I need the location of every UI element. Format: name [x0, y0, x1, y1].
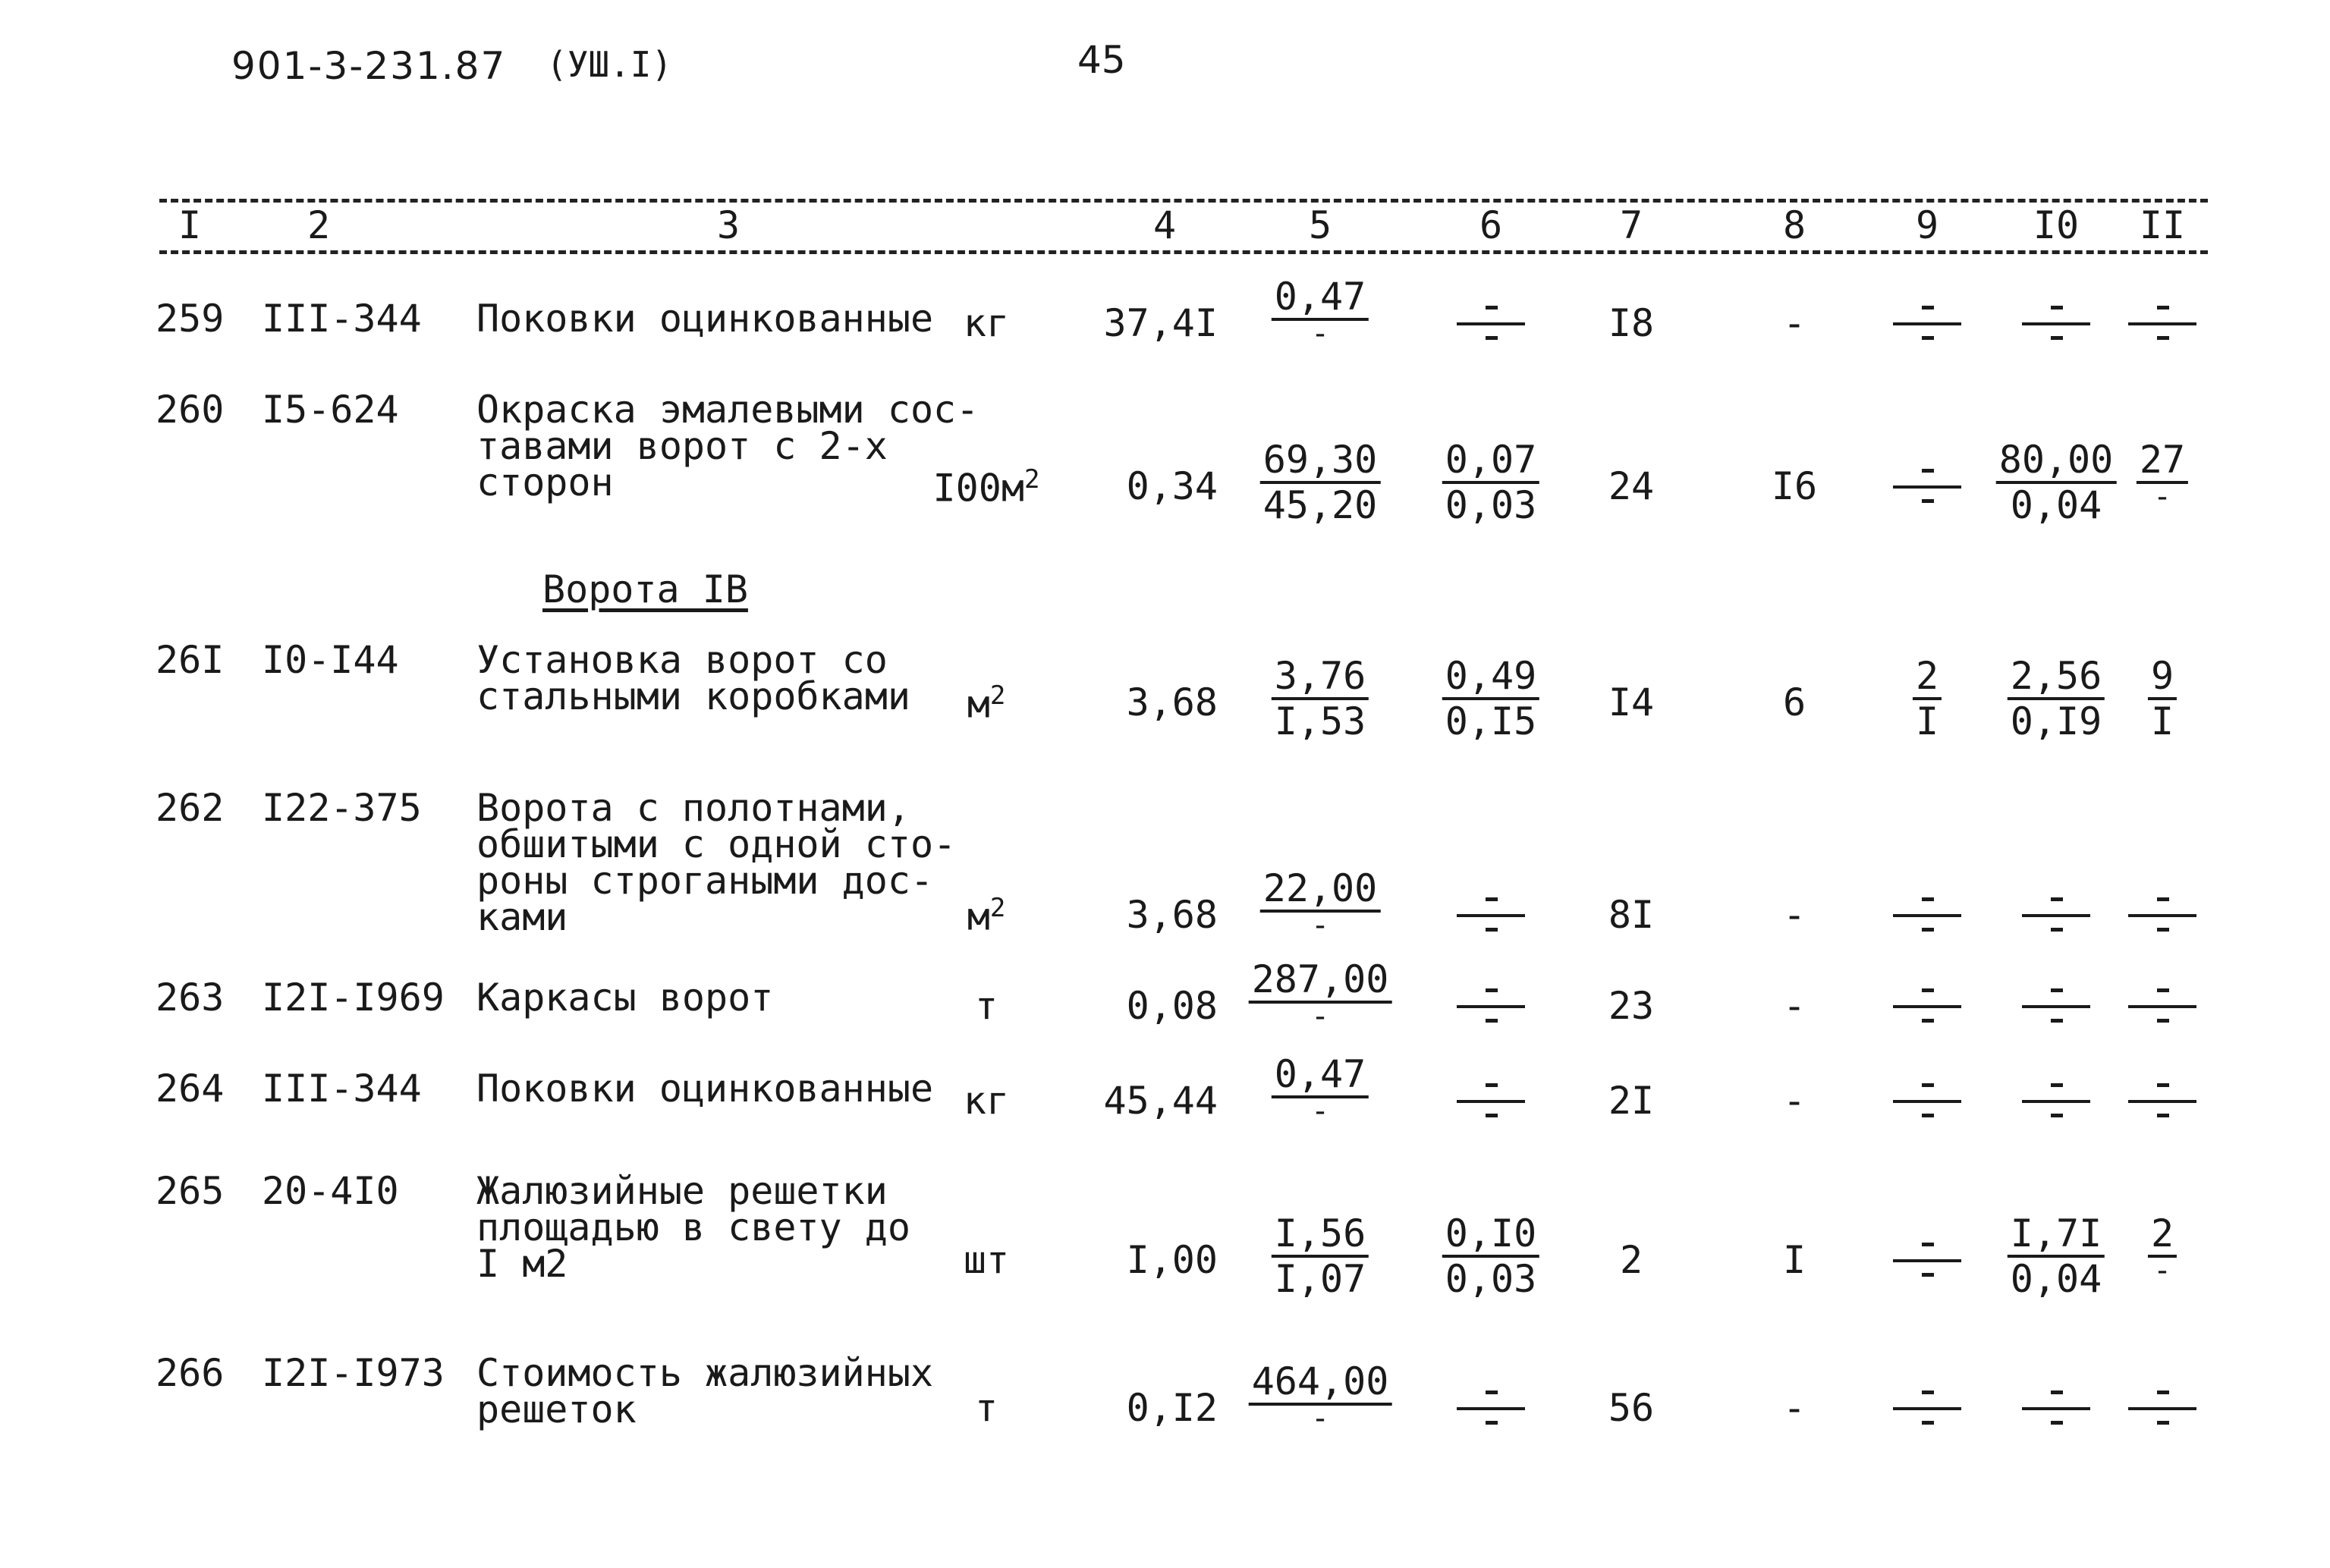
work-description: площадью в свету до	[476, 1205, 910, 1249]
work-description: стальными коробками	[476, 674, 910, 718]
numerator: 3,76	[1272, 655, 1369, 700]
denominator: 0,04	[2010, 483, 2102, 527]
fraction-value	[1996, 438, 2117, 526]
dash-mark	[1922, 1243, 1934, 1246]
work-description: Стоимость жалюзийных	[476, 1351, 934, 1395]
empty-fraction	[2128, 1384, 2196, 1430]
dash-mark	[2051, 1019, 2063, 1023]
rate-code: III-344	[262, 1067, 422, 1111]
dash-mark	[1486, 897, 1498, 901]
row-number: 265	[156, 1169, 225, 1213]
dash-mark	[2157, 897, 2169, 901]
quantity: 0,34	[1126, 464, 1218, 508]
dash-mark	[1486, 336, 1498, 340]
dash-mark	[2051, 306, 2063, 310]
unit-text: шт	[963, 1238, 1010, 1282]
numerator: 2	[2148, 1212, 2177, 1258]
quantity: 0,08	[1126, 984, 1218, 1028]
row-number: 260	[156, 388, 225, 432]
numerator: 464,00	[1249, 1360, 1392, 1406]
dash-mark	[2051, 897, 2063, 901]
fraction-line	[2128, 322, 2196, 325]
fraction-line	[1893, 1100, 1961, 1103]
denominator: -	[2152, 479, 2172, 514]
column-8-value: I6	[1771, 464, 1818, 508]
fraction-value	[1442, 655, 1539, 743]
column-7-value: 2I	[1608, 1079, 1655, 1123]
empty-fraction	[1457, 1077, 1525, 1123]
denominator: I,53	[1274, 699, 1366, 743]
row-number: 266	[156, 1351, 225, 1395]
work-description: тавами ворот с 2-х	[476, 424, 888, 468]
column-7-value: I8	[1608, 301, 1655, 345]
dash-mark	[1922, 499, 1934, 503]
denominator: I	[2150, 699, 2174, 743]
quantity: 37,4I	[1103, 301, 1218, 345]
dash-mark	[2051, 988, 2063, 992]
dash-mark	[1922, 336, 1934, 340]
dash-mark	[2157, 306, 2169, 310]
empty-fraction	[2022, 300, 2090, 345]
numerator: 0,47	[1272, 275, 1369, 321]
numerator: 0,49	[1442, 655, 1539, 700]
dash-mark	[2157, 336, 2169, 340]
dash-mark	[1922, 1390, 1934, 1394]
dash-mark	[2157, 1421, 2169, 1425]
unit-text: кг	[963, 301, 1010, 345]
row-number: 259	[156, 297, 225, 341]
column-8-value: -	[1782, 1079, 1806, 1123]
column-8-value: -	[1782, 893, 1806, 937]
fraction-value	[1249, 1359, 1392, 1436]
fraction-value	[1260, 866, 1381, 943]
denominator: I,07	[1274, 1257, 1366, 1301]
unit-exponent: 2	[1024, 464, 1040, 495]
empty-fraction	[1893, 982, 1961, 1028]
rate-code: I0-I44	[262, 638, 399, 682]
denominator: -	[1310, 908, 1330, 943]
column-8-value: -	[1782, 301, 1806, 345]
numerator: 2,56	[2008, 655, 2105, 700]
work-description: Поковки оцинкованные	[476, 297, 934, 341]
column-number: 7	[1619, 203, 1643, 247]
column-number: 9	[1915, 203, 1939, 247]
empty-fraction	[2128, 300, 2196, 345]
numerator: 9	[2148, 655, 2177, 700]
column-7-value: I4	[1608, 680, 1655, 724]
quantity: I,00	[1126, 1238, 1218, 1282]
empty-fraction	[1893, 1384, 1961, 1430]
column-8-value: -	[1782, 1386, 1806, 1430]
denominator: 0,03	[1445, 483, 1537, 527]
fraction-value	[1442, 438, 1539, 526]
fraction-value	[2008, 655, 2105, 743]
numerator: 287,00	[1249, 958, 1392, 1004]
numerator: 0,07	[1442, 438, 1539, 484]
denominator: -	[1310, 1094, 1330, 1129]
fraction-value	[2008, 1212, 2105, 1300]
column-7-value: 24	[1608, 464, 1655, 508]
numerator: 0,I0	[1442, 1212, 1539, 1258]
work-description: ками	[476, 895, 568, 939]
empty-fraction	[1893, 1077, 1961, 1123]
denominator: -	[1310, 999, 1330, 1034]
fraction-value	[1260, 438, 1381, 526]
dash-mark	[1486, 1083, 1498, 1087]
unit-of-measure	[975, 984, 998, 1028]
empty-fraction	[2022, 982, 2090, 1028]
denominator: 0,03	[1445, 1257, 1537, 1301]
fraction-line	[1457, 914, 1525, 917]
work-description: I м2	[476, 1242, 568, 1286]
unit-of-measure	[964, 301, 1009, 345]
dash-mark	[2157, 928, 2169, 932]
denominator: -	[1310, 316, 1330, 351]
empty-fraction	[1457, 982, 1525, 1028]
fraction-value	[1913, 655, 1942, 743]
dash-mark	[1922, 1421, 1934, 1425]
dash-mark	[2051, 1421, 2063, 1425]
unit-of-measure	[967, 680, 1006, 727]
numerator: I,56	[1272, 1212, 1369, 1258]
row-number: 263	[156, 976, 225, 1020]
fraction-line	[2128, 1100, 2196, 1103]
dash-mark	[1486, 306, 1498, 310]
dash-mark	[1922, 306, 1934, 310]
empty-fraction	[2128, 982, 2196, 1028]
quantity: 3,68	[1126, 893, 1218, 937]
rate-code: I2I-I973	[262, 1351, 445, 1395]
dash-mark	[2157, 1083, 2169, 1087]
unit-exponent: 2	[989, 680, 1006, 711]
dash-mark	[1486, 988, 1498, 992]
fraction-line	[1457, 1100, 1525, 1103]
dash-mark	[1922, 1019, 1934, 1023]
fraction-line	[1457, 1407, 1525, 1410]
dash-mark	[2157, 1390, 2169, 1394]
fraction-line	[2128, 914, 2196, 917]
work-description: Поковки оцинкованные	[476, 1067, 934, 1111]
dash-mark	[2051, 1390, 2063, 1394]
work-description: сторон	[476, 460, 614, 504]
empty-fraction	[2022, 1077, 2090, 1123]
denominator: 0,I5	[1445, 699, 1537, 743]
work-description: Ворота с полотнами,	[476, 786, 910, 830]
empty-fraction	[1457, 300, 1525, 345]
work-description: Каркасы ворот	[476, 976, 774, 1020]
numerator: 2	[1913, 655, 1942, 700]
dash-mark	[2157, 1019, 2169, 1023]
numerator: 22,00	[1260, 867, 1381, 913]
work-description: Установка ворот со	[476, 638, 888, 682]
empty-fraction	[1893, 1236, 1961, 1282]
unit-text: кг	[963, 1079, 1010, 1123]
dash-mark	[1486, 928, 1498, 932]
denominator: 0,I9	[2010, 699, 2102, 743]
denominator: I	[1915, 699, 1939, 743]
denominator: 45,20	[1262, 483, 1378, 527]
column-7-value: 56	[1608, 1386, 1655, 1430]
quantity: 45,44	[1103, 1079, 1218, 1123]
empty-fraction	[2128, 891, 2196, 937]
empty-fraction	[2022, 1384, 2090, 1430]
numerator: 69,30	[1260, 438, 1381, 484]
column-number: I0	[2033, 203, 2080, 247]
rate-code: III-344	[262, 297, 422, 341]
work-description: роны строгаными дос-	[476, 859, 934, 903]
column-number: 4	[1152, 203, 1177, 247]
unit-text: м	[967, 894, 990, 939]
fraction-line	[2128, 1407, 2196, 1410]
dash-mark	[1486, 1390, 1498, 1394]
unit-text: т	[974, 984, 998, 1028]
column-number: 8	[1782, 203, 1806, 247]
fraction-line	[2022, 1005, 2090, 1008]
row-number: 262	[156, 786, 225, 830]
row-number: 264	[156, 1067, 225, 1111]
quantity: 0,I2	[1126, 1386, 1218, 1430]
unit-text: I00м	[932, 466, 1024, 511]
fraction-line	[1893, 485, 1961, 489]
dash-mark	[1922, 1273, 1934, 1277]
fraction-value	[1272, 655, 1369, 743]
column-number: 6	[1479, 203, 1503, 247]
dash-mark	[1922, 988, 1934, 992]
work-description: решеток	[476, 1387, 637, 1431]
column-number: I	[178, 203, 202, 247]
dash-mark	[2157, 1114, 2169, 1117]
fraction-value	[1272, 1052, 1369, 1129]
unit-exponent: 2	[989, 893, 1006, 923]
work-description: обшитыми с одной сто-	[476, 822, 957, 866]
fraction-line	[2022, 914, 2090, 917]
dash-mark	[2157, 988, 2169, 992]
unit-of-measure	[933, 464, 1040, 511]
dash-mark	[1486, 1114, 1498, 1117]
fraction-value	[2148, 1211, 2177, 1288]
dash-mark	[1922, 1114, 1934, 1117]
empty-fraction	[1893, 463, 1961, 508]
work-description: Жалюзийные решетки	[476, 1169, 888, 1213]
rate-code: I22-375	[262, 786, 422, 830]
empty-fraction	[1457, 891, 1525, 937]
fraction-line	[1893, 322, 1961, 325]
rate-code: I5-624	[262, 388, 399, 432]
fraction-value	[2148, 655, 2177, 743]
document-code: 901-3-231.87	[231, 44, 507, 88]
column-8-value: 6	[1782, 680, 1806, 724]
fraction-line	[1893, 1005, 1961, 1008]
numerator: 27	[2137, 438, 2188, 484]
empty-fraction	[2128, 1077, 2196, 1123]
fraction-line	[1893, 914, 1961, 917]
dash-mark	[1922, 897, 1934, 901]
dash-mark	[2051, 928, 2063, 932]
header-rule-top	[159, 199, 2208, 203]
column-7-value: 8I	[1608, 893, 1655, 937]
fraction-value	[2137, 438, 2188, 514]
quantity: 3,68	[1126, 680, 1218, 724]
fraction-value	[1442, 1212, 1539, 1300]
fraction-line	[1457, 1005, 1525, 1008]
dash-mark	[2051, 1083, 2063, 1087]
column-number: 5	[1308, 203, 1332, 247]
sheet-label: (УШ.I)	[546, 44, 673, 85]
column-7-value: 23	[1608, 984, 1655, 1028]
dash-mark	[2051, 1114, 2063, 1117]
column-8-value: -	[1782, 984, 1806, 1028]
column-number: 3	[716, 203, 741, 247]
dash-mark	[1486, 1019, 1498, 1023]
rate-code: I2I-I969	[262, 976, 445, 1020]
row-number: 26I	[156, 638, 225, 682]
page-number: 45	[1077, 38, 1126, 82]
empty-fraction	[2022, 891, 2090, 937]
dash-mark	[1922, 469, 1934, 473]
rate-code: 20-4I0	[262, 1169, 399, 1213]
denominator: -	[1310, 1401, 1330, 1436]
fraction-line	[1457, 322, 1525, 325]
column-8-value: I	[1782, 1238, 1806, 1282]
fraction-value	[1272, 275, 1369, 351]
unit-of-measure	[964, 1238, 1009, 1282]
fraction-line	[2128, 1005, 2196, 1008]
work-description: Окраска эмалевыми сос-	[476, 388, 979, 432]
dash-mark	[1486, 1421, 1498, 1425]
numerator: 80,00	[1996, 438, 2117, 484]
denominator: -	[2152, 1253, 2172, 1288]
dash-mark	[1922, 1083, 1934, 1087]
column-7-value: 2	[1619, 1238, 1643, 1282]
numerator: 0,47	[1272, 1053, 1369, 1098]
fraction-line	[1893, 1407, 1961, 1410]
unit-of-measure	[975, 1386, 998, 1430]
fraction-line	[2022, 1100, 2090, 1103]
unit-text: м	[967, 682, 990, 727]
fraction-value	[1272, 1212, 1369, 1300]
header-rule-bottom	[159, 250, 2208, 254]
empty-fraction	[1893, 891, 1961, 937]
unit-of-measure	[964, 1079, 1009, 1123]
dash-mark	[1922, 928, 1934, 932]
empty-fraction	[1893, 300, 1961, 345]
unit-of-measure	[967, 893, 1006, 939]
fraction-value	[1249, 957, 1392, 1034]
column-number: II	[2139, 203, 2186, 247]
empty-fraction	[1457, 1384, 1525, 1430]
fraction-line	[2022, 322, 2090, 325]
denominator: 0,04	[2010, 1257, 2102, 1301]
fraction-line	[1893, 1259, 1961, 1262]
dash-mark	[2051, 336, 2063, 340]
unit-text: т	[974, 1386, 998, 1430]
numerator: I,7I	[2008, 1212, 2105, 1258]
fraction-line	[2022, 1407, 2090, 1410]
column-number: 2	[307, 203, 331, 247]
section-title: Ворота IB	[542, 567, 748, 611]
